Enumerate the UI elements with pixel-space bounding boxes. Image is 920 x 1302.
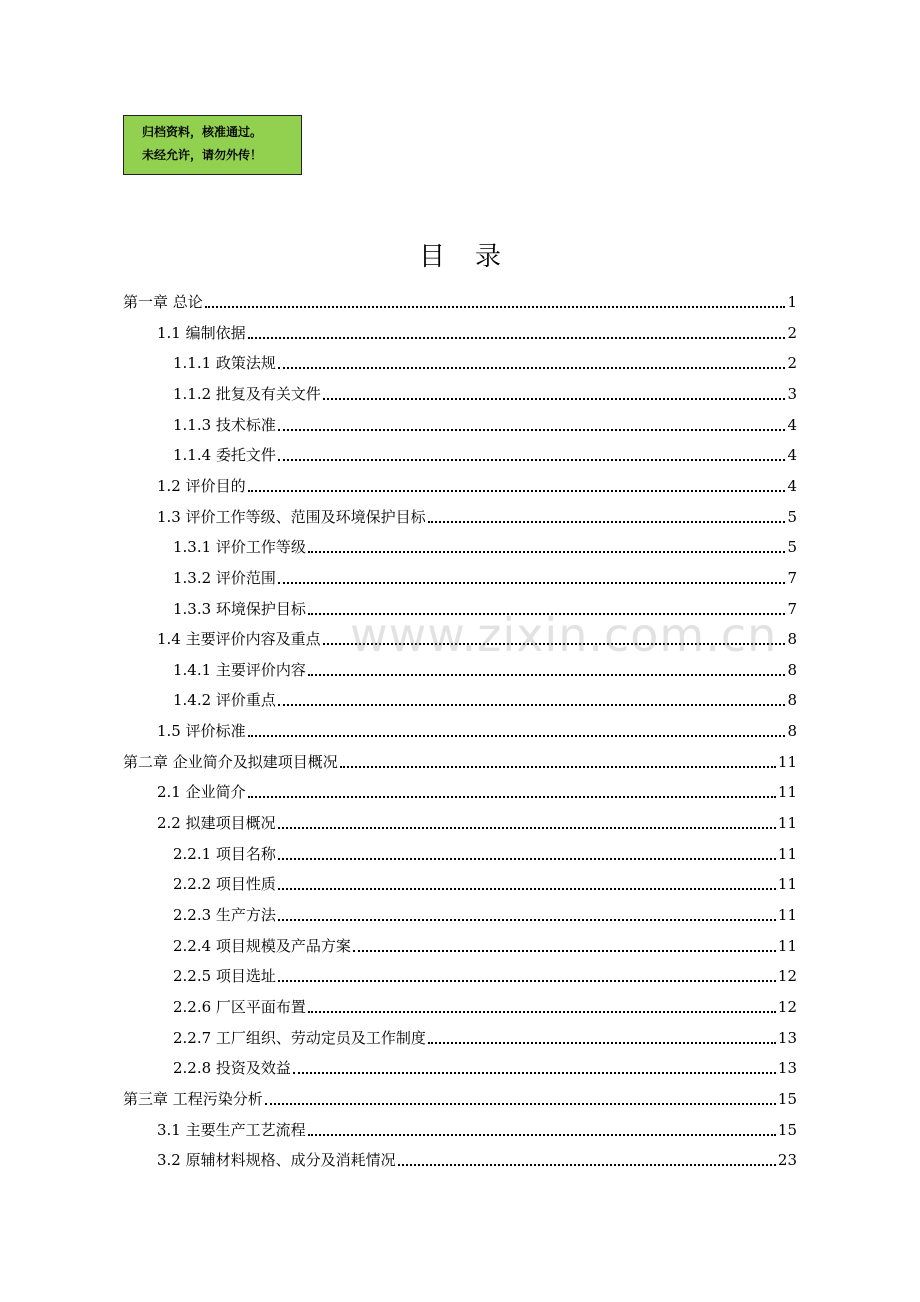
toc-dot-leader	[248, 490, 786, 492]
toc-entry-label: 1.1.1 政策法规	[173, 354, 276, 373]
toc-entry[interactable]	[123, 743, 797, 773]
toc-dot-leader	[278, 888, 776, 890]
toc-entry-label: 1.5 评价标准	[157, 722, 246, 741]
toc-entry[interactable]	[173, 1049, 797, 1079]
toc-entry-page: 15	[777, 1120, 797, 1139]
toc-entry[interactable]	[173, 896, 797, 926]
toc-entry-label: 2.2 拟建项目概况	[157, 814, 276, 833]
toc-entry-label: 1.3.3 环境保护目标	[173, 599, 306, 618]
toc-entry[interactable]	[123, 283, 797, 313]
toc-entry-label: 第三章 工程污染分析	[123, 1089, 263, 1108]
toc-entry-page: 23	[777, 1151, 797, 1170]
toc-entry-page: 13	[777, 1028, 797, 1047]
toc-entry-page: 12	[777, 967, 797, 986]
toc-entry-page: 4	[787, 476, 797, 495]
toc-entry-label: 1.4 主要评价内容及重点	[157, 630, 321, 649]
stamp-line-1: 归档资料，核准通过。	[142, 125, 263, 139]
toc-dot-leader	[340, 766, 776, 768]
toc-dot-leader	[278, 367, 786, 369]
toc-dot-leader	[308, 1011, 776, 1013]
toc-entry-page: 8	[787, 691, 797, 710]
toc-entry[interactable]	[173, 865, 797, 895]
toc-entry-label: 1.1.3 技术标准	[173, 415, 276, 434]
toc-entry[interactable]	[157, 314, 797, 344]
toc-dot-leader	[293, 1072, 776, 1074]
toc-entry-label: 2.2.7 工厂组织、劳动定员及工作制度	[173, 1028, 426, 1047]
toc-dot-leader	[248, 337, 786, 339]
toc-entry-page: 11	[777, 875, 797, 894]
toc-entry-label: 2.2.5 项目选址	[173, 967, 276, 986]
toc-entry[interactable]	[173, 344, 797, 374]
toc-entry-page: 5	[787, 538, 797, 557]
toc-entry-label: 第一章 总论	[123, 293, 203, 311]
toc-entry-label: 1.3 评价工作等级、范围及环境保护目标	[157, 507, 426, 526]
archive-stamp	[123, 115, 302, 175]
toc-dot-leader	[265, 1103, 776, 1105]
toc-entry-label: 1.3.2 评价范围	[173, 568, 276, 587]
toc-dot-leader	[308, 1134, 776, 1136]
toc-entry[interactable]	[157, 1141, 797, 1171]
toc-entry-label: 2.1 企业简介	[157, 783, 246, 802]
toc-entry[interactable]	[173, 375, 797, 405]
toc-entry[interactable]	[173, 590, 797, 620]
toc-entry[interactable]	[173, 651, 797, 681]
toc-entry-label: 1.1.2 批复及有关文件	[173, 384, 321, 403]
toc-dot-leader	[248, 735, 786, 737]
toc-entry-page: 4	[787, 415, 797, 434]
toc-entry-page: 11	[777, 783, 797, 802]
toc-entry[interactable]	[173, 559, 797, 589]
toc-entry-page: 12	[777, 997, 797, 1016]
toc-entry-page: 2	[787, 323, 797, 342]
toc-entry[interactable]	[173, 406, 797, 436]
toc-entry-label: 2.2.2 项目性质	[173, 875, 276, 894]
toc-entry-label: 2.2.6 厂区平面布置	[173, 997, 306, 1016]
toc-dot-leader	[398, 1164, 776, 1166]
watermark: www.zixin.com.cn	[350, 608, 778, 662]
toc-entry[interactable]	[173, 436, 797, 466]
toc-entry-page: 8	[787, 630, 797, 649]
toc-entry-label: 3.1 主要生产工艺流程	[157, 1120, 306, 1139]
toc-entry[interactable]	[173, 528, 797, 558]
toc-entry-label: 2.2.4 项目规模及产品方案	[173, 936, 351, 955]
toc-dot-leader	[278, 459, 786, 461]
toc-entry[interactable]	[157, 498, 797, 528]
toc-entry-page: 11	[777, 906, 797, 924]
toc-entry[interactable]	[157, 773, 797, 803]
toc-entry-page: 4	[787, 446, 797, 465]
toc-entry-page: 1	[787, 293, 797, 311]
toc-entry[interactable]	[157, 712, 797, 742]
toc-entry-page: 7	[787, 568, 797, 587]
toc-dot-leader	[278, 704, 786, 706]
toc-entry[interactable]	[157, 467, 797, 497]
toc-entry-page: 15	[777, 1089, 797, 1108]
toc-entry-page: 8	[787, 722, 797, 741]
toc-entry-label: 1.4.2 评价重点	[173, 691, 276, 710]
toc-dot-leader	[278, 827, 776, 829]
toc-entry[interactable]	[173, 927, 797, 957]
toc-entry-label: 2.2.3 生产方法	[173, 906, 276, 924]
toc-entry-page: 8	[787, 660, 797, 679]
toc-entry-label: 1.1.4 委托文件	[173, 446, 276, 465]
toc-entry-label: 2.2.1 项目名称	[173, 844, 276, 863]
toc-entry-label: 3.2 原辅材料规格、成分及消耗情况	[157, 1151, 396, 1170]
toc-dot-leader	[308, 551, 786, 553]
toc-entry[interactable]	[173, 1019, 797, 1049]
toc-entry-label: 1.3.1 评价工作等级	[173, 538, 306, 557]
toc-entry-label: 2.2.8 投资及效益	[173, 1059, 291, 1078]
toc-dot-leader	[323, 398, 786, 400]
toc-dot-leader	[428, 521, 786, 523]
toc-dot-leader	[308, 613, 786, 615]
toc-entry-page: 11	[777, 752, 797, 771]
toc-dot-leader	[205, 306, 786, 308]
toc-entry-page: 7	[787, 599, 797, 618]
toc-dot-leader	[278, 582, 786, 584]
toc-dot-leader	[323, 643, 786, 645]
toc-entry-label: 1.1 编制依据	[157, 323, 246, 342]
toc-entry-page: 5	[787, 507, 797, 526]
toc-entry-page: 13	[777, 1059, 797, 1078]
toc-entry-label: 1.4.1 主要评价内容	[173, 660, 306, 679]
toc-entry[interactable]	[123, 1080, 797, 1110]
toc-entry[interactable]	[173, 681, 797, 711]
toc-dot-leader	[248, 796, 776, 798]
toc-entry-page: 11	[777, 936, 797, 955]
toc-dot-leader	[278, 980, 776, 982]
toc-entry[interactable]	[157, 804, 797, 834]
toc-entry[interactable]	[157, 1111, 797, 1141]
toc-dot-leader	[428, 1042, 776, 1044]
toc-entry-page: 11	[777, 814, 797, 833]
toc-dot-leader	[278, 429, 786, 431]
toc-entry-label: 1.2 评价目的	[157, 476, 246, 495]
toc-entry[interactable]	[157, 620, 797, 650]
toc-entry-label: 第二章 企业简介及拟建项目概况	[123, 752, 338, 771]
toc-dot-leader	[278, 858, 776, 860]
page-title: 目录	[418, 242, 531, 272]
toc-dot-leader	[278, 919, 776, 921]
toc-dot-leader	[308, 674, 786, 676]
toc-entry-page: 2	[787, 354, 797, 373]
stamp-line-2: 未经允许，请勿外传！	[142, 148, 263, 162]
toc-entry[interactable]	[173, 835, 797, 865]
toc-entry[interactable]	[173, 988, 797, 1018]
toc-entry-page: 11	[777, 844, 797, 863]
toc-dot-leader	[353, 950, 776, 952]
toc-entry-page: 3	[787, 384, 797, 403]
toc-entry[interactable]	[173, 957, 797, 987]
